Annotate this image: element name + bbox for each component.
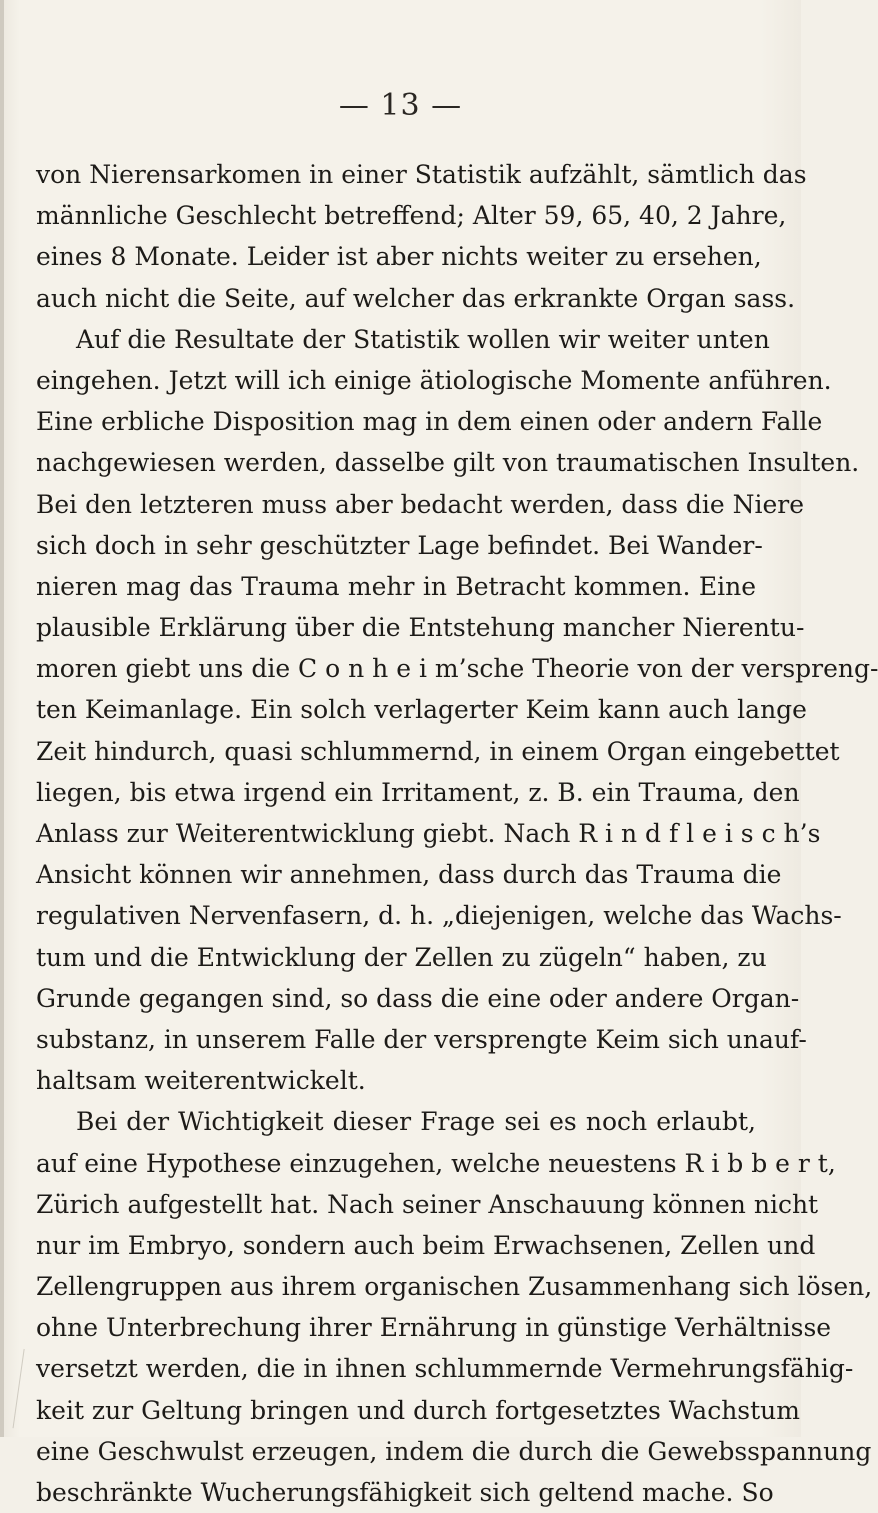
text-line: nur im Embryo, sondern auch beim Erwachsenen, Zellen und bbox=[36, 1230, 816, 1260]
text-line: auf eine Hypothese einzugehen, welche neuestens R i b b e r t, bbox=[36, 1148, 836, 1178]
text-line: von Nierensarkomen in einer Statistik aufzählt, sämtlich das bbox=[36, 160, 807, 189]
text-line: nachgewiesen werden, dasselbe gilt von traumatischen Insulten. bbox=[36, 448, 860, 478]
text-line: Grunde gegangen sind, so dass die eine oder andere Organ- bbox=[36, 983, 800, 1013]
page-number: — 13 — bbox=[338, 88, 463, 123]
text-line: nieren mag das Trauma mehr in Betracht kommen. Eine bbox=[36, 571, 756, 601]
text-line: sich doch in sehr geschützter Lage befindet. Bei Wander- bbox=[36, 530, 763, 560]
text-line: eingehen. Jetzt will ich einige ätiologische Momente anführen. bbox=[36, 365, 832, 395]
page-edge bbox=[0, 0, 4, 1437]
text-line: haltsam weiterentwickelt. bbox=[36, 1066, 366, 1096]
text-line: Anlass zur Weiterentwicklung giebt. Nach R i n d f l e i s c h’s bbox=[36, 819, 821, 848]
text-line: Zellengruppen aus ihrem organischen Zusammenhang sich lösen, bbox=[36, 1272, 873, 1302]
text-line: Auf die Resultate der Statistik wollen wir weiter unten bbox=[76, 324, 770, 354]
text-line: auch nicht die Seite, auf welcher das erkrankte Organ sass. bbox=[36, 283, 796, 313]
text-line: regulativen Nervenfasern, d. h. „diejenigen, welche das Wachs- bbox=[36, 901, 842, 931]
text-line: Bei den letzteren muss aber bedacht werden, dass die Niere bbox=[36, 489, 805, 519]
text-line: Zeit hindurch, quasi schlummernd, in einem Organ eingebettet bbox=[36, 736, 840, 766]
text-line: keit zur Geltung bringen und durch fortgesetztes Wachstum bbox=[36, 1395, 800, 1425]
text-line: liegen, bis etwa irgend ein Irritament, z. B. ein Trauma, den bbox=[36, 777, 800, 807]
body-text bbox=[36, 154, 878, 1513]
text-line: plausible Erklärung über die Entstehung mancher Nierentu- bbox=[36, 613, 805, 643]
text-line: moren giebt uns die C o n h e i m’sche Theorie von der verspreng- bbox=[36, 654, 878, 684]
text-line: ohne Unterbrechung ihrer Ernährung in günstige Verhältnisse bbox=[36, 1313, 832, 1343]
text-line: substanz, in unserem Falle der versprengte Keim sich unauf- bbox=[36, 1024, 807, 1054]
text-line: tum und die Entwicklung der Zellen zu zügeln“ haben, zu bbox=[36, 942, 767, 972]
text-line: männliche Geschlecht betreffend; Alter 59, 65, 40, 2 Jahre, bbox=[36, 201, 787, 231]
text-line: Bei der Wichtigkeit dieser Frage sei es noch erlaubt, bbox=[76, 1107, 756, 1137]
text-line: beschränkte Wucherungsfähigkeit sich geltend mache. So bbox=[36, 1478, 774, 1507]
text-line: Eine erbliche Disposition mag in dem einen oder andern Falle bbox=[36, 407, 823, 437]
text-line: versetzt werden, die in ihnen schlummernde Vermehrungsfähig- bbox=[36, 1354, 854, 1384]
text-line: eine Geschwulst erzeugen, indem die durch die Gewebsspannung bbox=[36, 1436, 872, 1466]
text-line: eines 8 Monate. Leider ist aber nichts weiter zu ersehen, bbox=[36, 242, 762, 272]
text-line: Ansicht können wir annehmen, dass durch das Trauma die bbox=[36, 860, 782, 890]
text-line: Zürich aufgestellt hat. Nach seiner Anschauung können nicht bbox=[36, 1189, 819, 1219]
text-line: ten Keimanlage. Ein solch verlagerter Keim kann auch lange bbox=[36, 695, 807, 725]
